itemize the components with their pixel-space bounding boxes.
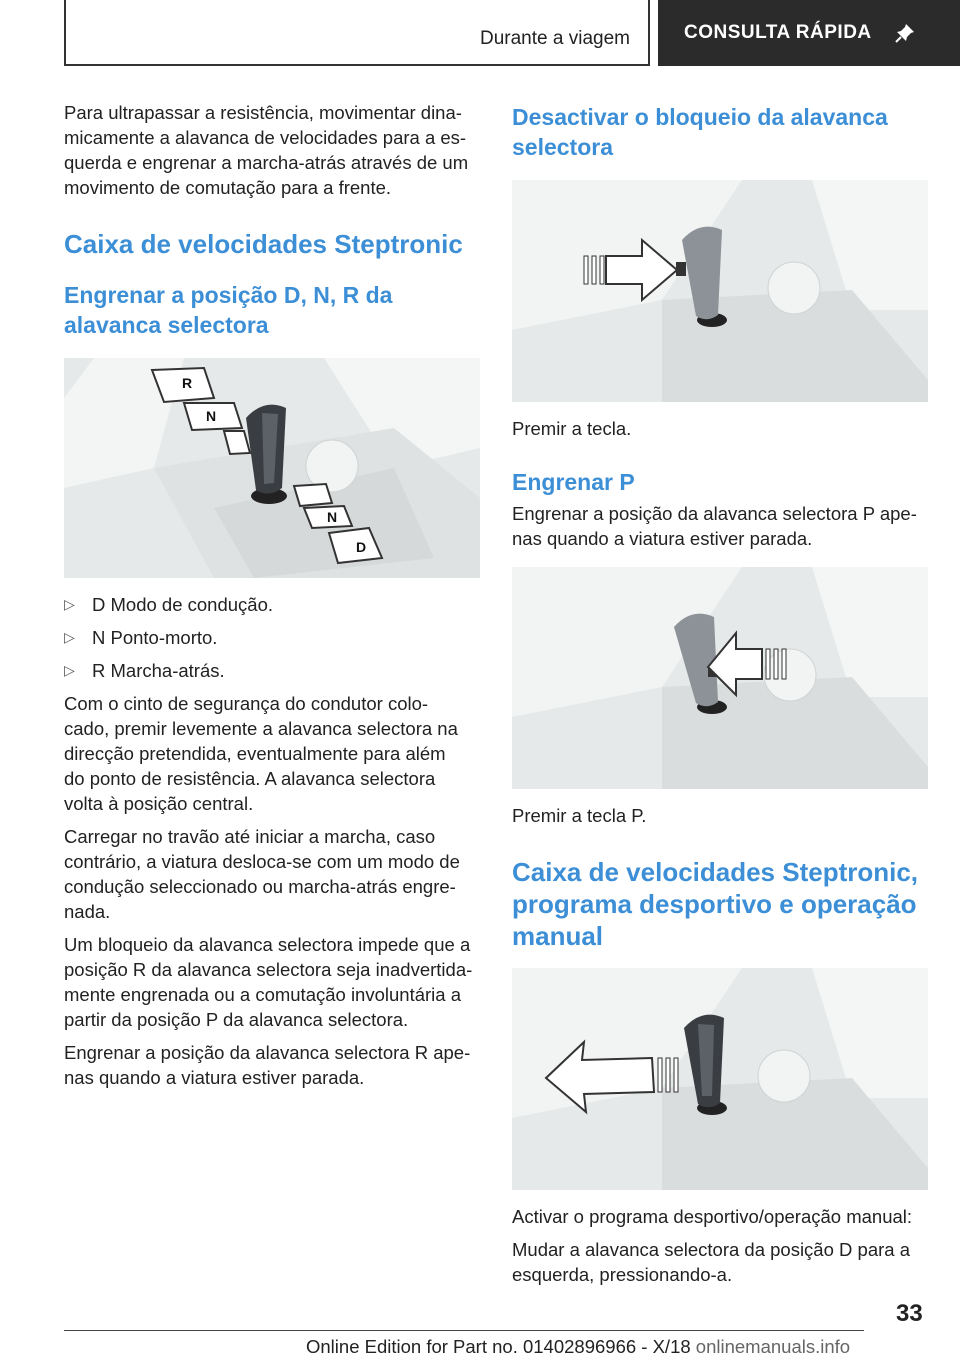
fig-label-n: N	[206, 408, 217, 424]
pin-icon	[894, 22, 916, 44]
fig-label-n2: N	[327, 509, 338, 525]
footer-brand[interactable]: onlinemanuals.info	[695, 1336, 851, 1357]
paragraph-seatbelt: Com o cinto de segurança do condutor colo- cado, premir levemente a alavanca selectora na direcção pretendida, eventualmente para além do ponto de resistência. A alavanca selectora volta à posição central.	[64, 693, 458, 814]
paragraph-reverse: Engrenar a posição da alavanca selectora R ape- nas quando a viatura estiver parada.	[64, 1042, 471, 1088]
left-column	[64, 100, 480, 1090]
quick-reference-label: CONSULTA RÁPIDA	[684, 22, 872, 43]
section-title-steptronic: Caixa de velocidades Steptronic	[64, 229, 463, 259]
section-title-unlock: Desactivar o bloqueio da alavanca selectora	[512, 104, 888, 160]
footer-rule	[64, 1330, 864, 1331]
section-title-engage-p: Engrenar P	[512, 469, 635, 495]
caption-press-p: Premir a tecla P.	[512, 805, 647, 826]
header-rule-bottom	[64, 64, 650, 66]
list-item: ▷ R Marcha-atrás.	[64, 660, 225, 681]
page-number: 33	[896, 1300, 923, 1327]
footer-edition	[306, 1336, 850, 1358]
paragraph-brake: Carregar no travão até iniciar a marcha, caso contrário, a viatura desloca-se com um modo de condução seleccionado ou marcha-atrás engre- nada.	[64, 826, 460, 922]
right-column	[512, 100, 928, 1287]
triangle-bullet-icon: ▷	[64, 596, 75, 612]
gear-selector-dnr-figure	[64, 358, 480, 578]
sport-mode-figure	[512, 968, 928, 1190]
unlock-button-figure	[512, 180, 928, 402]
triangle-bullet-icon: ▷	[64, 629, 75, 645]
paragraph-move-lever: Mudar a alavanca selectora da posição D para a esquerda, pressionando-a.	[512, 1239, 910, 1285]
chapter-tab[interactable]: Durante a viagem	[480, 28, 630, 49]
header-rule-left	[64, 0, 66, 66]
quick-reference-tab[interactable]	[658, 0, 960, 66]
header-rule-mid	[648, 0, 650, 66]
fig-label-r: R	[182, 375, 193, 391]
subsection-title-dnr: Engrenar a posição D, N, R da alavanca selectora	[64, 282, 393, 338]
fig-label-d: D	[356, 539, 367, 555]
triangle-bullet-icon: ▷	[64, 662, 75, 678]
list-item: ▷ N Ponto-morto.	[64, 627, 218, 648]
list-item: ▷ D Modo de condução.	[64, 594, 274, 615]
caption-activate-sport: Activar o programa desportivo/operação manual:	[512, 1206, 913, 1227]
footer-edition-text: Online Edition for Part no. 01402896966 - X/18	[306, 1336, 691, 1357]
paragraph-lock: Um bloqueio da alavanca selectora impede que a posição R da alavanca selectora seja inadvertida- mente engrenada ou a comutação involuntária a partir da posição P da alavanca selectora.	[64, 934, 473, 1030]
paragraph-engage-p: Engrenar a posição da alavanca selectora P ape- nas quando a viatura estiver parada.	[512, 503, 917, 549]
p-button-figure	[512, 567, 928, 789]
intro-paragraph: Para ultrapassar a resistência, movimentar dina- micamente a alavanca de velocidades para a es- querda e engrenar a marcha-atrás através de um movimento de comutação para a frente.	[64, 102, 469, 198]
section-title-sport-manual: Caixa de velocidades Steptronic, programa desportivo e operação manual	[512, 857, 919, 951]
caption-press-button: Premir a tecla.	[512, 418, 632, 439]
gear-positions-list	[64, 592, 480, 683]
